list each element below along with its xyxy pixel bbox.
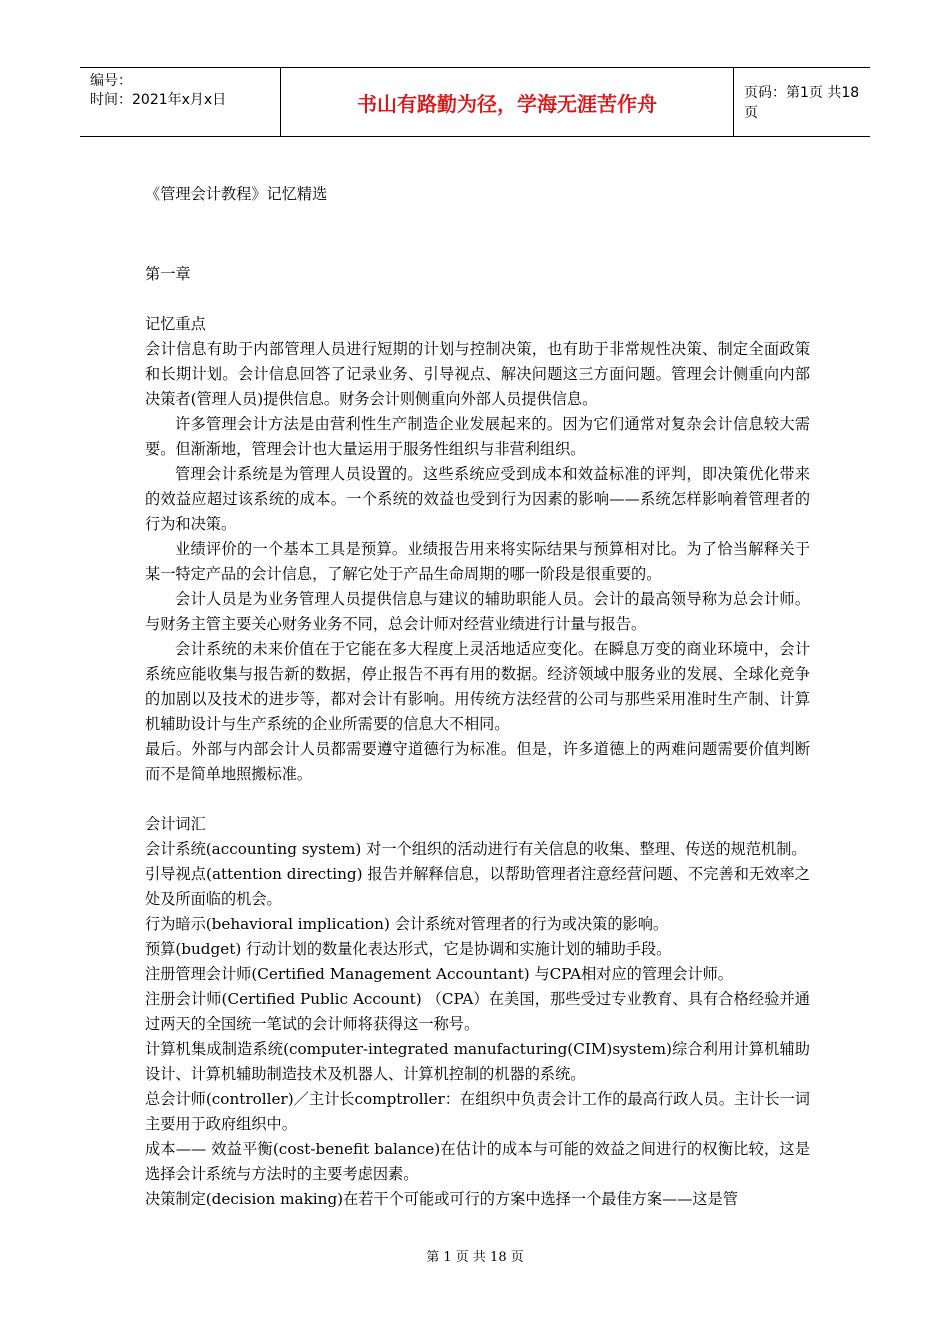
key-paragraph: 会计信息有助于内部管理人员进行短期的计划与控制决策，也有助于非常规性决策、制定全面政策和长期计划。会计信息回答了记录业务、引导视点、解决问题这三方面问题。管理会计侧重向内部决策者(管理人员)提供信息。财务会计则侧重向外部人员提供信息。 xyxy=(145,340,810,408)
header-motto: 书山有路勤为径，学海无涯苦作舟 xyxy=(280,68,734,136)
header-page-info: 页码：第1页 共18页 xyxy=(744,85,860,121)
vocab-entry: 决策制定(decision making)在若干个可能或可行的方案中选择一个最佳方案——这是管 xyxy=(145,1190,738,1208)
key-paragraph: 管理会计系统是为管理人员设置的。这些系统应受到成本和效益标准的评判，即决策优化带来的效益应超过该系统的成本。一个系统的效益也受到行为因素的影响——系统怎样影响着管理者的行为和决策。 xyxy=(145,465,810,533)
vocab-entry: 行为暗示(behavioral implication) 会计系统对管理者的行为或决策的影响。 xyxy=(145,915,669,933)
section-spacer xyxy=(145,787,810,812)
document-number-label: 编号： xyxy=(90,73,132,89)
page-footer: 第 1 页 共 18 页 xyxy=(426,1250,524,1265)
vocab-entry: 引导视点(attention directing) 报告并解释信息，以帮助管理者注意经营问题、不完善和无效率之处及所面临的机会。 xyxy=(145,865,810,908)
page-header xyxy=(80,67,870,137)
key-paragraph: 最后。外部与内部会计人员都需要遵守道德行为标准。但是，许多道德上的两难问题需要价值判断而不是简单地照搬标准。 xyxy=(145,740,810,783)
key-paragraph: 业绩评价的一个基本工具是预算。业绩报告用来将实际结果与预算相对比。为了恰当解释关于某一特定产品的会计信息，了解它处于产品生命周期的哪一阶段是很重要的。 xyxy=(145,540,810,583)
vocab-entry: 注册会计师(Certified Public Account) （CPA）在美国，那些受过专业教育、具有合格经验并通过两天的全国统一笔试的会计师将获得这一称号。 xyxy=(145,990,810,1033)
document-time-label: 时间：2021年x月x日 xyxy=(90,92,227,108)
section-heading-key-points: 记忆重点 xyxy=(145,315,206,333)
vocab-entry: 计算机集成制造系统(computer-integrated manufacturing(CIM)system)综合利用计算机辅助设计、计算机辅助制造技术及机器人、计算机控制的机器的系统。 xyxy=(145,1040,810,1083)
vocab-entry: 成本—— 效益平衡(cost-benefit balance)在估计的成本与可能的效益之间进行的权衡比较，这是选择会计系统与方法时的主要考虑因素。 xyxy=(145,1140,810,1183)
document-body xyxy=(145,182,810,1212)
vocab-entry: 总会计师(controller)／主计长comptroller：在组织中负责会计工作的最高行政人员。主计长一词主要用于政府组织中。 xyxy=(145,1090,810,1133)
document-title: 《管理会计教程》记忆精选 xyxy=(145,185,328,203)
key-paragraph: 会计人员是为业务管理人员提供信息与建议的辅助职能人员。会计的最高领导称为总会计师。与财务主管主要关心财务业务不同，总会计师对经营业绩进行计量与报告。 xyxy=(145,590,810,633)
vocab-entry: 预算(budget) 行动计划的数量化表达形式，它是协调和实施计划的辅助手段。 xyxy=(145,940,672,958)
vocab-entry: 会计系统(accounting system) 对一个组织的活动进行有关信息的收集、整理、传送的规范机制。 xyxy=(145,840,807,858)
vocab-entry: 注册管理会计师(Certified Management Accountant) 与CPA相对应的管理会计师。 xyxy=(145,965,733,983)
key-paragraph: 许多管理会计方法是由营利性生产制造企业发展起来的。因为它们通常对复杂会计信息较大需要。但渐渐地，管理会计也大量运用于服务性组织与非营利组织。 xyxy=(145,415,810,458)
chapter-heading: 第一章 xyxy=(145,265,191,283)
header-meta xyxy=(80,68,280,136)
key-paragraph: 会计系统的未来价值在于它能在多大程度上灵活地适应变化。在瞬息万变的商业环境中，会计系统应能收集与报告新的数据，停止报告不再有用的数据。经济领域中服务业的发展、全球化竞争的加剧以及技术的进步等，都对会计有影响。用传统方法经营的公司与那些采用准时生产制、计算机辅助设计与生产系统的企业所需要的信息大不相同。 xyxy=(145,640,810,733)
section-heading-vocabulary: 会计词汇 xyxy=(145,815,206,833)
